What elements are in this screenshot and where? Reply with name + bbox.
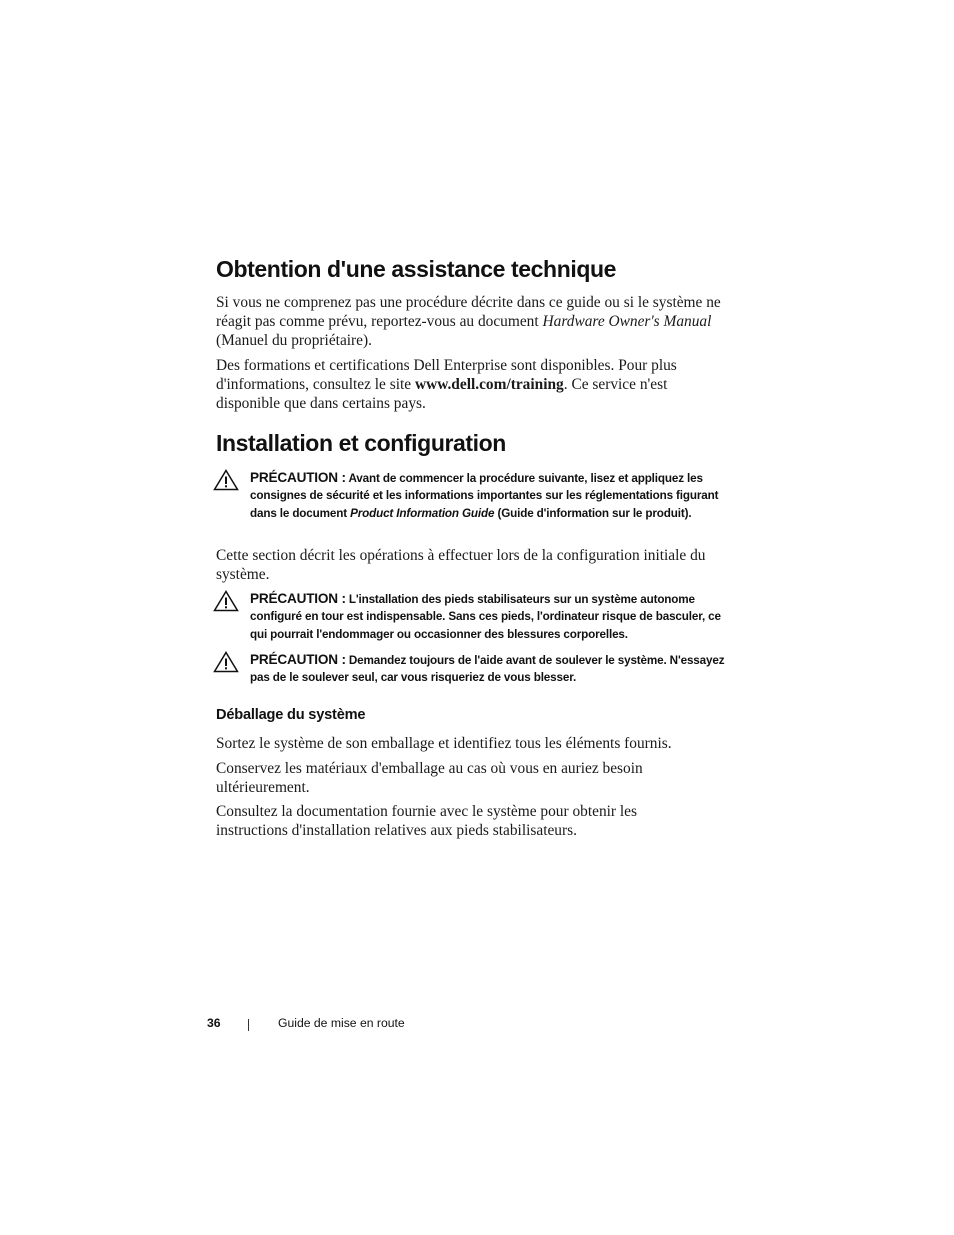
support-paragraph-2 (216, 356, 721, 413)
hardware-manual-title: Hardware Owner's Manual (542, 313, 712, 330)
warning-triangle-icon (213, 469, 239, 491)
caution-text-3 (250, 651, 725, 687)
caution-label: PRÉCAUTION : (250, 591, 346, 606)
caution1-text-a: Avant de commencer la procédure suivante, lisez et appliquez les consignes de sécurité et les informations importantes sur les réglementations figurant dans le document (250, 472, 719, 520)
unpacking-paragraph-1: Sortez le système de son emballage et identifiez tous les éléments fournis. (216, 735, 672, 752)
subsection-title-unpacking: Déballage du système (216, 707, 366, 723)
caution1-text-b: (Guide d'information sur le produit). (494, 506, 692, 520)
support-p2-text-b: . Ce service n'est disponible que dans certains pays. (216, 376, 668, 412)
support-paragraph-1 (216, 293, 721, 350)
section-title-support: Obtention d'une assistance technique (216, 256, 617, 282)
product-guide-title: Product Information Guide (350, 506, 495, 520)
support-p1-text-b: (Manuel du propriétaire). (216, 332, 372, 349)
support-p1-text-a: Si vous ne comprenez pas une procédure décrite dans ce guide ou si le système ne réagit pas comme prévu, reportez-vous au document (216, 294, 721, 330)
footer-doc-title: Guide de mise en route (278, 1016, 405, 1030)
caution-label: PRÉCAUTION : (250, 470, 346, 485)
caution-text-2 (250, 590, 725, 643)
caution-label: PRÉCAUTION : (250, 652, 346, 667)
footer-separator (248, 1019, 249, 1031)
section-title-installation: Installation et configuration (216, 430, 506, 456)
installation-paragraph-1: Cette section décrit les opérations à effectuer lors de la configuration initiale du système. (216, 547, 706, 583)
caution3-text: Demandez toujours de l'aide avant de soulever le système. N'essayez pas de le soulever seul, car vous risqueriez de vous blesser. (250, 654, 725, 685)
warning-triangle-icon (213, 590, 239, 612)
page-number: 36 (207, 1016, 221, 1030)
support-p2-text-a: Des formations et certifications Dell Enterprise sont disponibles. Pour plus d'informations, consultez le site (216, 357, 677, 393)
unpacking-paragraph-2: Conservez les matériaux d'emballage au cas où vous en auriez besoin ultérieurement. (216, 760, 643, 796)
warning-triangle-icon (213, 651, 239, 673)
caution-text-1 (250, 469, 725, 522)
caution2-text: L'installation des pieds stabilisateurs sur un système autonome configuré en tour est indispensable. Sans ces pieds, l'ordinateur risque de basculer, ce qui pourrait l'endommager ou occasionner des blessures corporelles. (250, 593, 721, 641)
training-url: www.dell.com/training (414, 376, 564, 393)
unpacking-paragraph-3: Consultez la documentation fournie avec le système pour obtenir les instructions d'installation relatives aux pieds stabilisateurs. (216, 803, 637, 839)
